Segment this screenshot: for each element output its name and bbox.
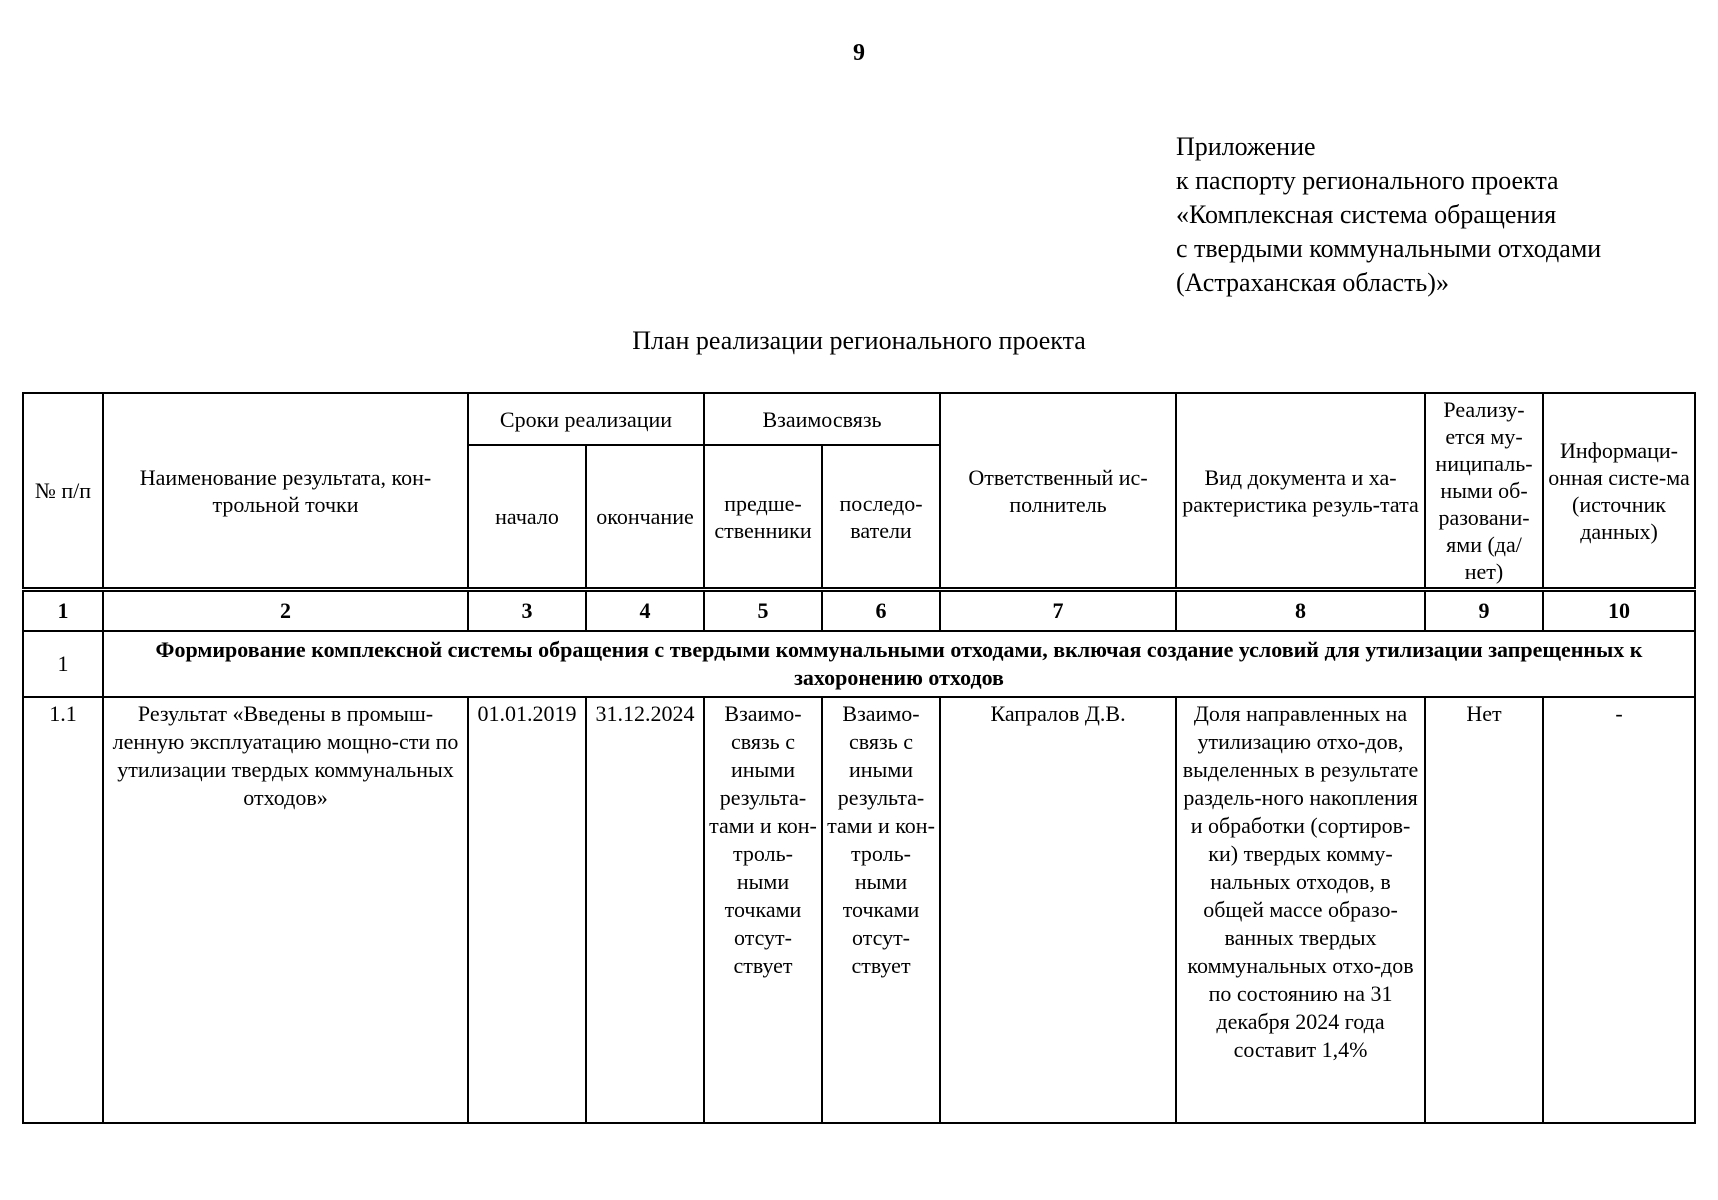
header-info-system: Информаци-онная систе-ма (источник данных): [1543, 393, 1695, 590]
row-start: 01.01.2019: [468, 697, 586, 1123]
section-num: 1: [23, 631, 103, 697]
section-row: [23, 631, 1695, 697]
header-relation: Взаимосвязь: [704, 393, 940, 445]
page-number: 9: [853, 40, 865, 66]
column-number: 1: [23, 590, 103, 632]
row-end: 31.12.2024: [586, 697, 704, 1123]
header-name: Наименование результата, кон-трольной точки: [103, 393, 468, 590]
appendix-line: «Комплексная система обращения: [1176, 200, 1557, 229]
row-num: 1.1: [23, 697, 103, 1123]
column-number: 7: [940, 590, 1176, 632]
column-number-row: [23, 590, 1695, 632]
implementation-plan-table: [22, 392, 1696, 1124]
row-municipal: Нет: [1425, 697, 1543, 1123]
column-number: 10: [1543, 590, 1695, 632]
row-document: Доля направленных на утилизацию отхо-дов, выделенных в результате раздель-ного накопления и обработки (сортиров-ки) твердых комму-нальных отходов, в общей массе образо-ванных твердых коммунальных отхо-дов по состоянию на 31 декабря 2024 года составит 1,4%: [1176, 697, 1425, 1123]
appendix-line: с твердыми коммунальными отходами: [1176, 234, 1602, 263]
row-successors: Взаимо-связь с иными результа-тами и кон-троль-ными точками отсут-ствует: [822, 697, 940, 1123]
table-row: [23, 697, 1695, 1123]
section-title: Формирование комплексной системы обращения с твердыми коммунальными отходами, включая создание условий для утилизации запрещенных к захоронению отходов: [103, 631, 1695, 697]
header-municipal: Реализу-ется му-ниципаль-ными об-разовани-ями (да/нет): [1425, 393, 1543, 590]
header-start: начало: [468, 445, 586, 589]
header-terms: Сроки реализации: [468, 393, 704, 445]
appendix-block: [1176, 130, 1696, 300]
appendix-line: (Астраханская область)»: [1176, 268, 1449, 297]
column-number: 5: [704, 590, 822, 632]
column-number: 6: [822, 590, 940, 632]
column-number: 3: [468, 590, 586, 632]
column-number: 9: [1425, 590, 1543, 632]
header-document: Вид документа и ха-рактеристика резуль-тата: [1176, 393, 1425, 590]
appendix-line: Приложение: [1176, 132, 1316, 161]
appendix-line: к паспорту регионального проекта: [1176, 166, 1559, 195]
row-name: Результат «Введены в промыш-ленную эксплуатацию мощно-сти по утилизации твердых коммунальных отходов»: [103, 697, 468, 1123]
header-responsible: Ответственный ис-полнитель: [940, 393, 1176, 590]
row-responsible: Капралов Д.В.: [940, 697, 1176, 1123]
header-num: № п/п: [23, 393, 103, 590]
header-end: окончание: [586, 445, 704, 589]
column-number: 8: [1176, 590, 1425, 632]
row-predecessors: Взаимо-связь с иными результа-тами и кон-троль-ными точками отсут-ствует: [704, 697, 822, 1123]
column-number: 2: [103, 590, 468, 632]
column-number: 4: [586, 590, 704, 632]
row-info-system: -: [1543, 697, 1695, 1123]
plan-title: План реализации регионального проекта: [632, 326, 1086, 355]
header-predecessors: предше-ственники: [704, 445, 822, 589]
header-successors: последо-ватели: [822, 445, 940, 589]
